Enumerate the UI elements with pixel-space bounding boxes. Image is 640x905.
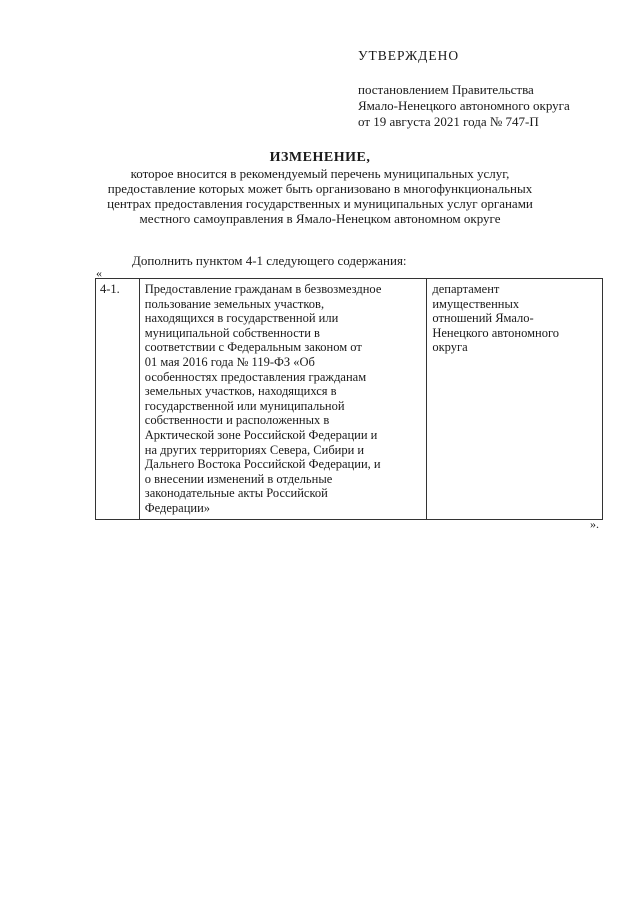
agency-line: Ненецкого автономного <box>432 325 560 340</box>
agency-line: отношений Ямало- <box>432 311 534 326</box>
service-line: государственной или муниципальной <box>144 398 345 413</box>
intro-text: Дополнить пунктом 4-1 следующего содержания: <box>132 253 407 268</box>
approval-line: постановлением Правительства <box>358 82 534 97</box>
service-line: Дальнего Востока Российской Федерации, и <box>144 457 381 472</box>
service-line: о внесении изменений в отдельные <box>144 471 333 486</box>
document-subtitle-line: которое вносится в рекомендуемый перечень муниципальных услуг, <box>130 166 510 181</box>
agency-line: округа <box>432 340 468 355</box>
document-subtitle-line: предоставление которых может быть организовано в многофункциональных <box>107 181 533 196</box>
service-line: пользование земельных участков, <box>144 296 325 311</box>
document-heading <box>80 150 560 226</box>
service-line: находящихся в государственной или <box>144 311 339 326</box>
service-line: собственности и расположенных в <box>144 413 330 428</box>
approval-stamp <box>358 48 628 130</box>
service-line: Федерации» <box>144 500 211 515</box>
agency-line: департамент <box>432 282 500 296</box>
service-line: Предоставление гражданам в безвозмездное <box>144 282 382 296</box>
item-number-cell <box>96 279 140 520</box>
table-row <box>96 279 603 520</box>
service-line: законодательные акты Российской <box>144 486 328 501</box>
document-title: ИЗМЕНЕНИЕ, <box>269 150 371 165</box>
service-line: Арктической зоне Российской Федерации и <box>144 427 378 442</box>
approval-line: от 19 августа 2021 года № 747-П <box>358 114 539 129</box>
item-number: 4-1. <box>100 282 120 296</box>
opening-quote: « <box>96 266 102 280</box>
document-subtitle-line: центрах предоставления государственных и муниципальных услуг органами <box>107 196 533 211</box>
service-line: 01 мая 2016 года № 119-ФЗ «Об <box>144 354 315 369</box>
document-subtitle-line: местного самоуправления в Ямало-Ненецком автономном округе <box>139 211 501 226</box>
approval-title: УТВЕРЖДЕНО <box>358 48 460 63</box>
services-table <box>95 278 603 520</box>
service-line: муниципальной собственности в <box>144 325 320 340</box>
service-description-cell <box>139 279 427 520</box>
agency-line: имущественных <box>432 296 520 311</box>
responsible-agency-cell <box>427 279 603 520</box>
service-line: на других территориях Севера, Сибири и <box>144 442 365 457</box>
closing-quote: ». <box>590 517 599 531</box>
service-line: особенностях предоставления гражданам <box>144 369 367 384</box>
service-line: соответствии с Федеральным законом от <box>144 340 362 355</box>
approval-line: Ямало-Ненецкого автономного округа <box>358 98 570 113</box>
service-line: земельных участков, находящихся в <box>144 384 337 399</box>
